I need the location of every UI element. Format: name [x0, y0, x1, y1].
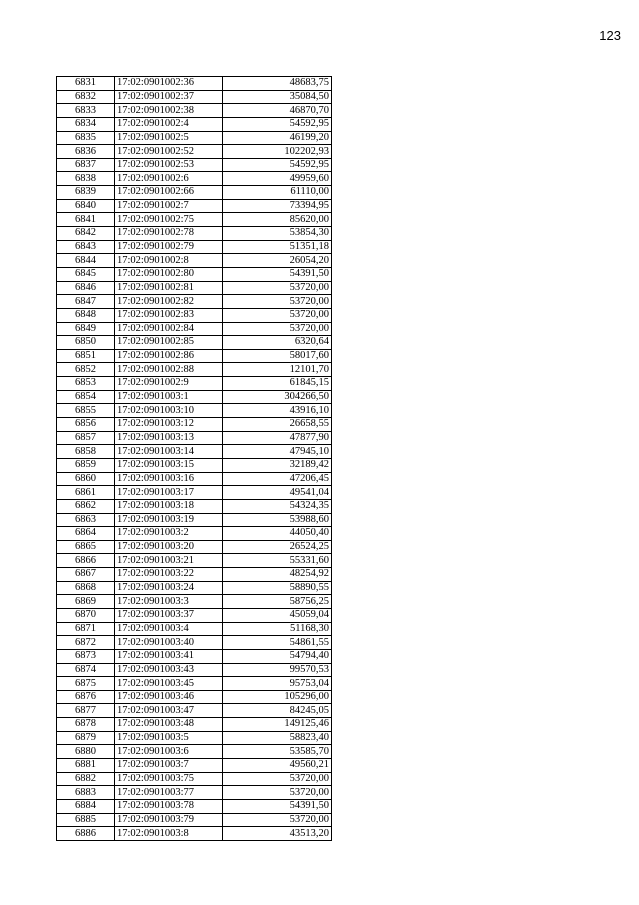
table-row: [57, 117, 332, 131]
row-number-cell: 6854: [57, 390, 115, 404]
value-cell: 46870,70: [223, 104, 332, 118]
table-row: [57, 431, 332, 445]
cadastral-number-cell: 17:02:0901003:7: [115, 759, 223, 773]
table-row: [57, 336, 332, 350]
row-number-cell: 6856: [57, 418, 115, 432]
cadastral-number-cell: 17:02:0901003:40: [115, 636, 223, 650]
table-row: [57, 649, 332, 663]
row-number-cell: 6836: [57, 145, 115, 159]
value-cell: 43513,20: [223, 827, 332, 841]
cadastral-number-cell: 17:02:0901002:38: [115, 104, 223, 118]
cadastral-number-cell: 17:02:0901003:41: [115, 649, 223, 663]
cadastral-number-cell: 17:02:0901003:45: [115, 677, 223, 691]
row-number-cell: 6841: [57, 213, 115, 227]
table-row: [57, 186, 332, 200]
row-number-cell: 6878: [57, 718, 115, 732]
cadastral-number-cell: 17:02:0901003:19: [115, 513, 223, 527]
cadastral-number-cell: 17:02:0901003:1: [115, 390, 223, 404]
cadastral-number-cell: 17:02:0901002:84: [115, 322, 223, 336]
row-number-cell: 6838: [57, 172, 115, 186]
value-cell: 54794,40: [223, 649, 332, 663]
value-cell: 53720,00: [223, 308, 332, 322]
table-row: [57, 377, 332, 391]
cadastral-number-cell: 17:02:0901003:13: [115, 431, 223, 445]
value-cell: 102202,93: [223, 145, 332, 159]
cadastral-number-cell: 17:02:0901003:5: [115, 731, 223, 745]
cadastral-number-cell: 17:02:0901002:5: [115, 131, 223, 145]
value-cell: 54391,50: [223, 799, 332, 813]
cadastral-number-cell: 17:02:0901002:88: [115, 363, 223, 377]
value-cell: 61845,15: [223, 377, 332, 391]
table-row: [57, 731, 332, 745]
table-row: [57, 90, 332, 104]
table-row: [57, 636, 332, 650]
value-cell: 49560,21: [223, 759, 332, 773]
value-cell: 47877,90: [223, 431, 332, 445]
row-number-cell: 6846: [57, 281, 115, 295]
row-number-cell: 6852: [57, 363, 115, 377]
cadastral-number-cell: 17:02:0901003:6: [115, 745, 223, 759]
cadastral-number-cell: 17:02:0901003:14: [115, 445, 223, 459]
table-row: [57, 418, 332, 432]
table-row: [57, 813, 332, 827]
cadastral-value-table: [56, 76, 332, 841]
table-row: [57, 690, 332, 704]
cadastral-number-cell: 17:02:0901002:66: [115, 186, 223, 200]
table-row: [57, 622, 332, 636]
value-cell: 53854,30: [223, 227, 332, 241]
cadastral-number-cell: 17:02:0901002:9: [115, 377, 223, 391]
value-cell: 58017,60: [223, 349, 332, 363]
value-cell: 53720,00: [223, 813, 332, 827]
cadastral-number-cell: 17:02:0901003:75: [115, 772, 223, 786]
row-number-cell: 6845: [57, 267, 115, 281]
cadastral-number-cell: 17:02:0901003:24: [115, 581, 223, 595]
table-row: [57, 104, 332, 118]
cadastral-number-cell: 17:02:0901003:4: [115, 622, 223, 636]
table-row: [57, 527, 332, 541]
value-cell: 51351,18: [223, 240, 332, 254]
row-number-cell: 6865: [57, 540, 115, 554]
value-cell: 47945,10: [223, 445, 332, 459]
table-row: [57, 254, 332, 268]
row-number-cell: 6861: [57, 486, 115, 500]
cadastral-number-cell: 17:02:0901003:10: [115, 404, 223, 418]
table-row: [57, 759, 332, 773]
value-cell: 105296,00: [223, 690, 332, 704]
value-cell: 49541,04: [223, 486, 332, 500]
table-row: [57, 213, 332, 227]
cadastral-number-cell: 17:02:0901002:37: [115, 90, 223, 104]
row-number-cell: 6869: [57, 595, 115, 609]
table-row: [57, 158, 332, 172]
value-cell: 12101,70: [223, 363, 332, 377]
value-cell: 35084,50: [223, 90, 332, 104]
cadastral-number-cell: 17:02:0901002:75: [115, 213, 223, 227]
value-cell: 54592,95: [223, 117, 332, 131]
row-number-cell: 6851: [57, 349, 115, 363]
row-number-cell: 6870: [57, 608, 115, 622]
page-number: 123: [599, 28, 621, 43]
value-cell: 53720,00: [223, 786, 332, 800]
row-number-cell: 6847: [57, 295, 115, 309]
value-cell: 48683,75: [223, 77, 332, 91]
cadastral-number-cell: 17:02:0901003:37: [115, 608, 223, 622]
value-cell: 55331,60: [223, 554, 332, 568]
value-cell: 53988,60: [223, 513, 332, 527]
row-number-cell: 6848: [57, 308, 115, 322]
table-row: [57, 458, 332, 472]
table-row: [57, 513, 332, 527]
cadastral-number-cell: 17:02:0901003:17: [115, 486, 223, 500]
row-number-cell: 6863: [57, 513, 115, 527]
cadastral-number-cell: 17:02:0901003:18: [115, 499, 223, 513]
cadastral-number-cell: 17:02:0901003:79: [115, 813, 223, 827]
table-row: [57, 390, 332, 404]
value-cell: 58823,40: [223, 731, 332, 745]
row-number-cell: 6885: [57, 813, 115, 827]
row-number-cell: 6879: [57, 731, 115, 745]
table-row: [57, 786, 332, 800]
table-body: [57, 77, 332, 841]
cadastral-number-cell: 17:02:0901003:43: [115, 663, 223, 677]
table-row: [57, 554, 332, 568]
table-row: [57, 499, 332, 513]
cadastral-number-cell: 17:02:0901002:8: [115, 254, 223, 268]
value-cell: 51168,30: [223, 622, 332, 636]
table-row: [57, 745, 332, 759]
value-cell: 53720,00: [223, 772, 332, 786]
row-number-cell: 6868: [57, 581, 115, 595]
value-cell: 58756,25: [223, 595, 332, 609]
cadastral-number-cell: 17:02:0901003:48: [115, 718, 223, 732]
value-cell: 43916,10: [223, 404, 332, 418]
value-cell: 26658,55: [223, 418, 332, 432]
cadastral-number-cell: 17:02:0901003:47: [115, 704, 223, 718]
row-number-cell: 6837: [57, 158, 115, 172]
row-number-cell: 6884: [57, 799, 115, 813]
cadastral-number-cell: 17:02:0901002:36: [115, 77, 223, 91]
cadastral-number-cell: 17:02:0901002:78: [115, 227, 223, 241]
table-row: [57, 663, 332, 677]
table-row: [57, 799, 332, 813]
table-row: [57, 240, 332, 254]
value-cell: 73394,95: [223, 199, 332, 213]
value-cell: 26054,20: [223, 254, 332, 268]
table-row: [57, 363, 332, 377]
cadastral-number-cell: 17:02:0901003:3: [115, 595, 223, 609]
table-row: [57, 281, 332, 295]
table-row: [57, 704, 332, 718]
row-number-cell: 6867: [57, 568, 115, 582]
table-row: [57, 322, 332, 336]
cadastral-number-cell: 17:02:0901002:86: [115, 349, 223, 363]
value-cell: 85620,00: [223, 213, 332, 227]
row-number-cell: 6881: [57, 759, 115, 773]
row-number-cell: 6871: [57, 622, 115, 636]
table-row: [57, 718, 332, 732]
table-row: [57, 595, 332, 609]
value-cell: 48254,92: [223, 568, 332, 582]
row-number-cell: 6858: [57, 445, 115, 459]
table-row: [57, 308, 332, 322]
value-cell: 53720,00: [223, 281, 332, 295]
table-row: [57, 267, 332, 281]
row-number-cell: 6834: [57, 117, 115, 131]
cadastral-number-cell: 17:02:0901003:2: [115, 527, 223, 541]
row-number-cell: 6886: [57, 827, 115, 841]
row-number-cell: 6832: [57, 90, 115, 104]
cadastral-number-cell: 17:02:0901002:6: [115, 172, 223, 186]
cadastral-number-cell: 17:02:0901003:77: [115, 786, 223, 800]
value-cell: 53585,70: [223, 745, 332, 759]
cadastral-number-cell: 17:02:0901002:83: [115, 308, 223, 322]
cadastral-number-cell: 17:02:0901003:12: [115, 418, 223, 432]
row-number-cell: 6843: [57, 240, 115, 254]
cadastral-number-cell: 17:02:0901002:82: [115, 295, 223, 309]
table-row: [57, 131, 332, 145]
row-number-cell: 6860: [57, 472, 115, 486]
cadastral-number-cell: 17:02:0901003:22: [115, 568, 223, 582]
table-row: [57, 404, 332, 418]
value-cell: 149125,46: [223, 718, 332, 732]
cadastral-number-cell: 17:02:0901002:81: [115, 281, 223, 295]
row-number-cell: 6873: [57, 649, 115, 663]
row-number-cell: 6844: [57, 254, 115, 268]
value-cell: 95753,04: [223, 677, 332, 691]
cadastral-number-cell: 17:02:0901003:46: [115, 690, 223, 704]
table-row: [57, 77, 332, 91]
value-cell: 61110,00: [223, 186, 332, 200]
table-row: [57, 445, 332, 459]
value-cell: 84245,05: [223, 704, 332, 718]
table-row: [57, 295, 332, 309]
row-number-cell: 6850: [57, 336, 115, 350]
cadastral-number-cell: 17:02:0901003:21: [115, 554, 223, 568]
value-cell: 44050,40: [223, 527, 332, 541]
table-row: [57, 772, 332, 786]
cadastral-number-cell: 17:02:0901002:52: [115, 145, 223, 159]
row-number-cell: 6835: [57, 131, 115, 145]
value-cell: 54861,55: [223, 636, 332, 650]
value-cell: 46199,20: [223, 131, 332, 145]
value-cell: 54324,35: [223, 499, 332, 513]
row-number-cell: 6875: [57, 677, 115, 691]
row-number-cell: 6883: [57, 786, 115, 800]
table-row: [57, 677, 332, 691]
value-cell: 53720,00: [223, 295, 332, 309]
table-row: [57, 540, 332, 554]
value-cell: 26524,25: [223, 540, 332, 554]
row-number-cell: 6864: [57, 527, 115, 541]
cadastral-number-cell: 17:02:0901002:4: [115, 117, 223, 131]
cadastral-number-cell: 17:02:0901002:7: [115, 199, 223, 213]
value-cell: 304266,50: [223, 390, 332, 404]
row-number-cell: 6877: [57, 704, 115, 718]
table-row: [57, 472, 332, 486]
table-row: [57, 199, 332, 213]
row-number-cell: 6853: [57, 377, 115, 391]
value-cell: 53720,00: [223, 322, 332, 336]
row-number-cell: 6866: [57, 554, 115, 568]
value-cell: 54592,95: [223, 158, 332, 172]
value-cell: 54391,50: [223, 267, 332, 281]
row-number-cell: 6874: [57, 663, 115, 677]
cadastral-number-cell: 17:02:0901002:79: [115, 240, 223, 254]
row-number-cell: 6849: [57, 322, 115, 336]
row-number-cell: 6872: [57, 636, 115, 650]
row-number-cell: 6842: [57, 227, 115, 241]
row-number-cell: 6831: [57, 77, 115, 91]
value-cell: 58890,55: [223, 581, 332, 595]
row-number-cell: 6880: [57, 745, 115, 759]
cadastral-number-cell: 17:02:0901003:16: [115, 472, 223, 486]
value-cell: 99570,53: [223, 663, 332, 677]
row-number-cell: 6857: [57, 431, 115, 445]
table-row: [57, 486, 332, 500]
value-cell: 32189,42: [223, 458, 332, 472]
cadastral-number-cell: 17:02:0901002:80: [115, 267, 223, 281]
cadastral-number-cell: 17:02:0901002:53: [115, 158, 223, 172]
row-number-cell: 6840: [57, 199, 115, 213]
cadastral-number-cell: 17:02:0901002:85: [115, 336, 223, 350]
row-number-cell: 6855: [57, 404, 115, 418]
table-row: [57, 172, 332, 186]
row-number-cell: 6859: [57, 458, 115, 472]
cadastral-number-cell: 17:02:0901003:78: [115, 799, 223, 813]
table-row: [57, 581, 332, 595]
table-row: [57, 349, 332, 363]
value-cell: 49959,60: [223, 172, 332, 186]
table-row: [57, 827, 332, 841]
row-number-cell: 6876: [57, 690, 115, 704]
row-number-cell: 6833: [57, 104, 115, 118]
row-number-cell: 6839: [57, 186, 115, 200]
table-row: [57, 227, 332, 241]
cadastral-number-cell: 17:02:0901003:20: [115, 540, 223, 554]
cadastral-number-cell: 17:02:0901003:15: [115, 458, 223, 472]
table-row: [57, 568, 332, 582]
value-cell: 45059,04: [223, 608, 332, 622]
row-number-cell: 6862: [57, 499, 115, 513]
table-row: [57, 608, 332, 622]
value-cell: 6320,64: [223, 336, 332, 350]
row-number-cell: 6882: [57, 772, 115, 786]
table-row: [57, 145, 332, 159]
cadastral-number-cell: 17:02:0901003:8: [115, 827, 223, 841]
value-cell: 47206,45: [223, 472, 332, 486]
